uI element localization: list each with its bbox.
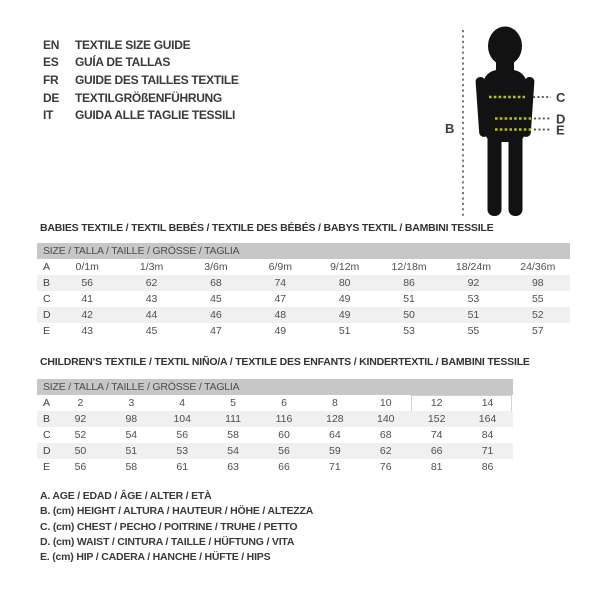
language-row — [43, 89, 239, 107]
table-cell: 6/9m — [268, 261, 292, 273]
measurement-legend — [40, 489, 313, 565]
table-cell: 51 — [403, 293, 415, 305]
table-cell: 128 — [326, 413, 344, 425]
table-cell: 140 — [377, 413, 395, 425]
table-cell: 8 — [331, 397, 338, 409]
legend-line: D. (cm) WAIST / CINTURA / TAILLE / HÜFTUNG / VITA — [40, 535, 295, 548]
table-cell: 53 — [403, 325, 415, 337]
table-cell: 66 — [278, 461, 290, 473]
table-row — [37, 443, 513, 459]
table-cell: 9/12m — [330, 261, 360, 273]
table-cell: 71 — [329, 461, 341, 473]
language-row — [43, 54, 239, 72]
language-code: ES — [43, 55, 59, 70]
table-cell: 4 — [179, 397, 186, 409]
table-cell: 61 — [176, 461, 189, 473]
table-cell: 68 — [379, 429, 392, 441]
table-cell: 62 — [145, 277, 158, 289]
table-cell: 81 — [430, 461, 443, 473]
table-cell: 59 — [329, 445, 341, 457]
child-silhouette — [475, 27, 534, 217]
table-cell: 10 — [379, 397, 392, 409]
language-title: TEXTILGRÖßENFÜHRUNG — [75, 90, 222, 105]
table-cell: 56 — [74, 461, 87, 473]
table-cell: 111 — [225, 413, 242, 425]
table-cell: 47 — [210, 325, 222, 337]
waist-label: D — [556, 111, 566, 127]
table-cell: 44 — [145, 309, 158, 321]
table-cell: 45 — [145, 325, 158, 337]
row-label: B — [43, 413, 51, 425]
table-cell: 54 — [227, 445, 239, 457]
table-cell: 18/24m — [455, 261, 491, 273]
table-cell: 57 — [531, 325, 544, 337]
children-section-title: CHILDREN'S TEXTILE / TEXTIL NIÑO/A / TEXTILE DES ENFANTS / KINDERTEXTIL / BAMBINI TESSILE — [40, 356, 530, 368]
language-row — [43, 36, 239, 54]
table-cell: 6 — [281, 397, 287, 409]
table-cell: 52 — [531, 309, 544, 321]
row-label: A — [43, 261, 51, 273]
table-cell: 54 — [125, 429, 138, 441]
row-label: C — [43, 293, 51, 305]
table-cell: 104 — [173, 413, 191, 425]
children-size-header: SIZE / TALLA / TAILLE / GRÖSSE / TAGLIA — [37, 379, 513, 395]
table-cell: 3/6m — [204, 261, 228, 273]
language-title: GUÍA DE TALLAS — [75, 55, 171, 70]
table-row — [37, 307, 570, 323]
table-cell: 1/3m — [139, 261, 164, 273]
language-row — [43, 71, 239, 89]
table-cell: 49 — [338, 293, 351, 305]
babies-size-table — [37, 243, 570, 339]
table-cell: 68 — [210, 277, 222, 289]
hip-label: E — [556, 122, 565, 138]
table-cell: 55 — [467, 325, 480, 337]
legend-line: C. (cm) CHEST / PECHO / POITRINE / TRUHE / PETTO — [40, 520, 298, 533]
table-cell: 64 — [329, 429, 341, 441]
table-row — [37, 323, 570, 339]
table-cell: 58 — [125, 461, 138, 473]
language-list — [43, 36, 239, 124]
table-cell: 41 — [81, 293, 94, 305]
table-cell: 164 — [478, 413, 497, 425]
child-measurement-figure — [440, 20, 600, 225]
table-cell: 76 — [379, 461, 392, 473]
table-cell: 50 — [403, 309, 415, 321]
language-title: GUIDA ALLE TAGLIE TESSILI — [75, 108, 236, 123]
legend-line: A. AGE / EDAD / ÂGE / ALTER / ETÀ — [40, 490, 212, 502]
table-cell: 74 — [274, 277, 287, 289]
children-table-body — [37, 395, 513, 475]
table-cell: 74 — [430, 429, 443, 441]
language-code: IT — [43, 108, 54, 123]
table-cell: 116 — [275, 413, 293, 425]
table-cell: 5 — [230, 397, 237, 409]
row-label: E — [43, 325, 51, 337]
legend-line: B. (cm) HEIGHT / ALTURA / HAUTEUR / HÖHE / ALTEZZA — [40, 505, 314, 518]
table-cell: 152 — [427, 413, 446, 425]
babies-table-body — [37, 259, 570, 339]
table-cell: 92 — [74, 413, 87, 425]
table-cell: 46 — [210, 309, 222, 321]
table-cell: 58 — [227, 429, 239, 441]
language-title: TEXTILE SIZE GUIDE — [75, 37, 191, 52]
table-cell: 42 — [81, 309, 94, 321]
table-cell: 71 — [481, 445, 494, 457]
table-cell: 80 — [338, 277, 351, 289]
table-cell: 86 — [481, 461, 494, 473]
table-row — [37, 459, 513, 475]
table-cell: 0/1m — [75, 261, 99, 273]
table-cell: 62 — [379, 445, 392, 457]
table-row — [37, 275, 570, 291]
table-cell: 56 — [278, 445, 290, 457]
table-row — [37, 259, 570, 275]
table-cell: 48 — [274, 309, 287, 321]
table-cell: 98 — [531, 277, 544, 289]
table-cell: 56 — [81, 277, 94, 289]
language-title: GUIDE DES TAILLES TEXTILE — [75, 72, 239, 87]
table-cell: 14 — [481, 397, 494, 409]
language-row — [43, 106, 239, 124]
table-row — [37, 411, 513, 427]
row-label: E — [43, 461, 51, 473]
table-cell: 2 — [77, 397, 84, 409]
table-cell: 24/36m — [520, 261, 556, 273]
legend-line: E. (cm) HIP / CADERA / HANCHE / HÜFTE / HIPS — [40, 551, 271, 564]
table-cell: 12/18m — [391, 261, 427, 273]
table-cell: 52 — [74, 429, 87, 441]
table-cell: 45 — [210, 293, 222, 305]
table-cell: 53 — [176, 445, 189, 457]
table-cell: 66 — [430, 445, 443, 457]
row-label: C — [43, 429, 51, 441]
language-code: DE — [43, 90, 60, 105]
table-cell: 98 — [125, 413, 138, 425]
table-cell: 56 — [176, 429, 189, 441]
table-cell: 92 — [467, 277, 480, 289]
babies-section-title: BABIES TEXTILE / TEXTIL BEBÉS / TEXTILE DES BÉBÉS / BABYS TEXTIL / BAMBINI TESSILE — [40, 222, 494, 234]
table-cell: 51 — [467, 309, 480, 321]
table-cell: 60 — [278, 429, 290, 441]
height-label: B — [445, 121, 455, 136]
table-cell: 53 — [467, 293, 480, 305]
language-code: EN — [43, 37, 60, 52]
row-label: D — [43, 309, 51, 321]
row-label: D — [43, 445, 51, 457]
table-cell: 86 — [403, 277, 415, 289]
table-cell: 51 — [338, 325, 351, 337]
table-row — [37, 291, 570, 307]
row-label: A — [43, 397, 51, 409]
language-code: FR — [43, 72, 59, 87]
table-cell: 49 — [274, 325, 287, 337]
table-row — [37, 427, 513, 443]
babies-size-header: SIZE / TALLA / TAILLE / GRÖSSE / TAGLIA — [37, 243, 570, 259]
table-cell: 55 — [531, 293, 544, 305]
row-label: B — [43, 277, 51, 289]
table-cell: 43 — [145, 293, 158, 305]
table-cell: 3 — [128, 397, 135, 409]
table-cell: 51 — [125, 445, 138, 457]
table-cell: 12 — [430, 397, 443, 409]
table-row — [37, 395, 513, 411]
table-cell: 63 — [227, 461, 239, 473]
table-cell: 49 — [338, 309, 351, 321]
table-cell: 84 — [481, 429, 494, 441]
table-cell: 47 — [274, 293, 287, 305]
chest-label: C — [556, 90, 566, 105]
table-cell: 50 — [74, 445, 87, 457]
children-size-table — [37, 379, 513, 475]
table-cell: 43 — [81, 325, 94, 337]
